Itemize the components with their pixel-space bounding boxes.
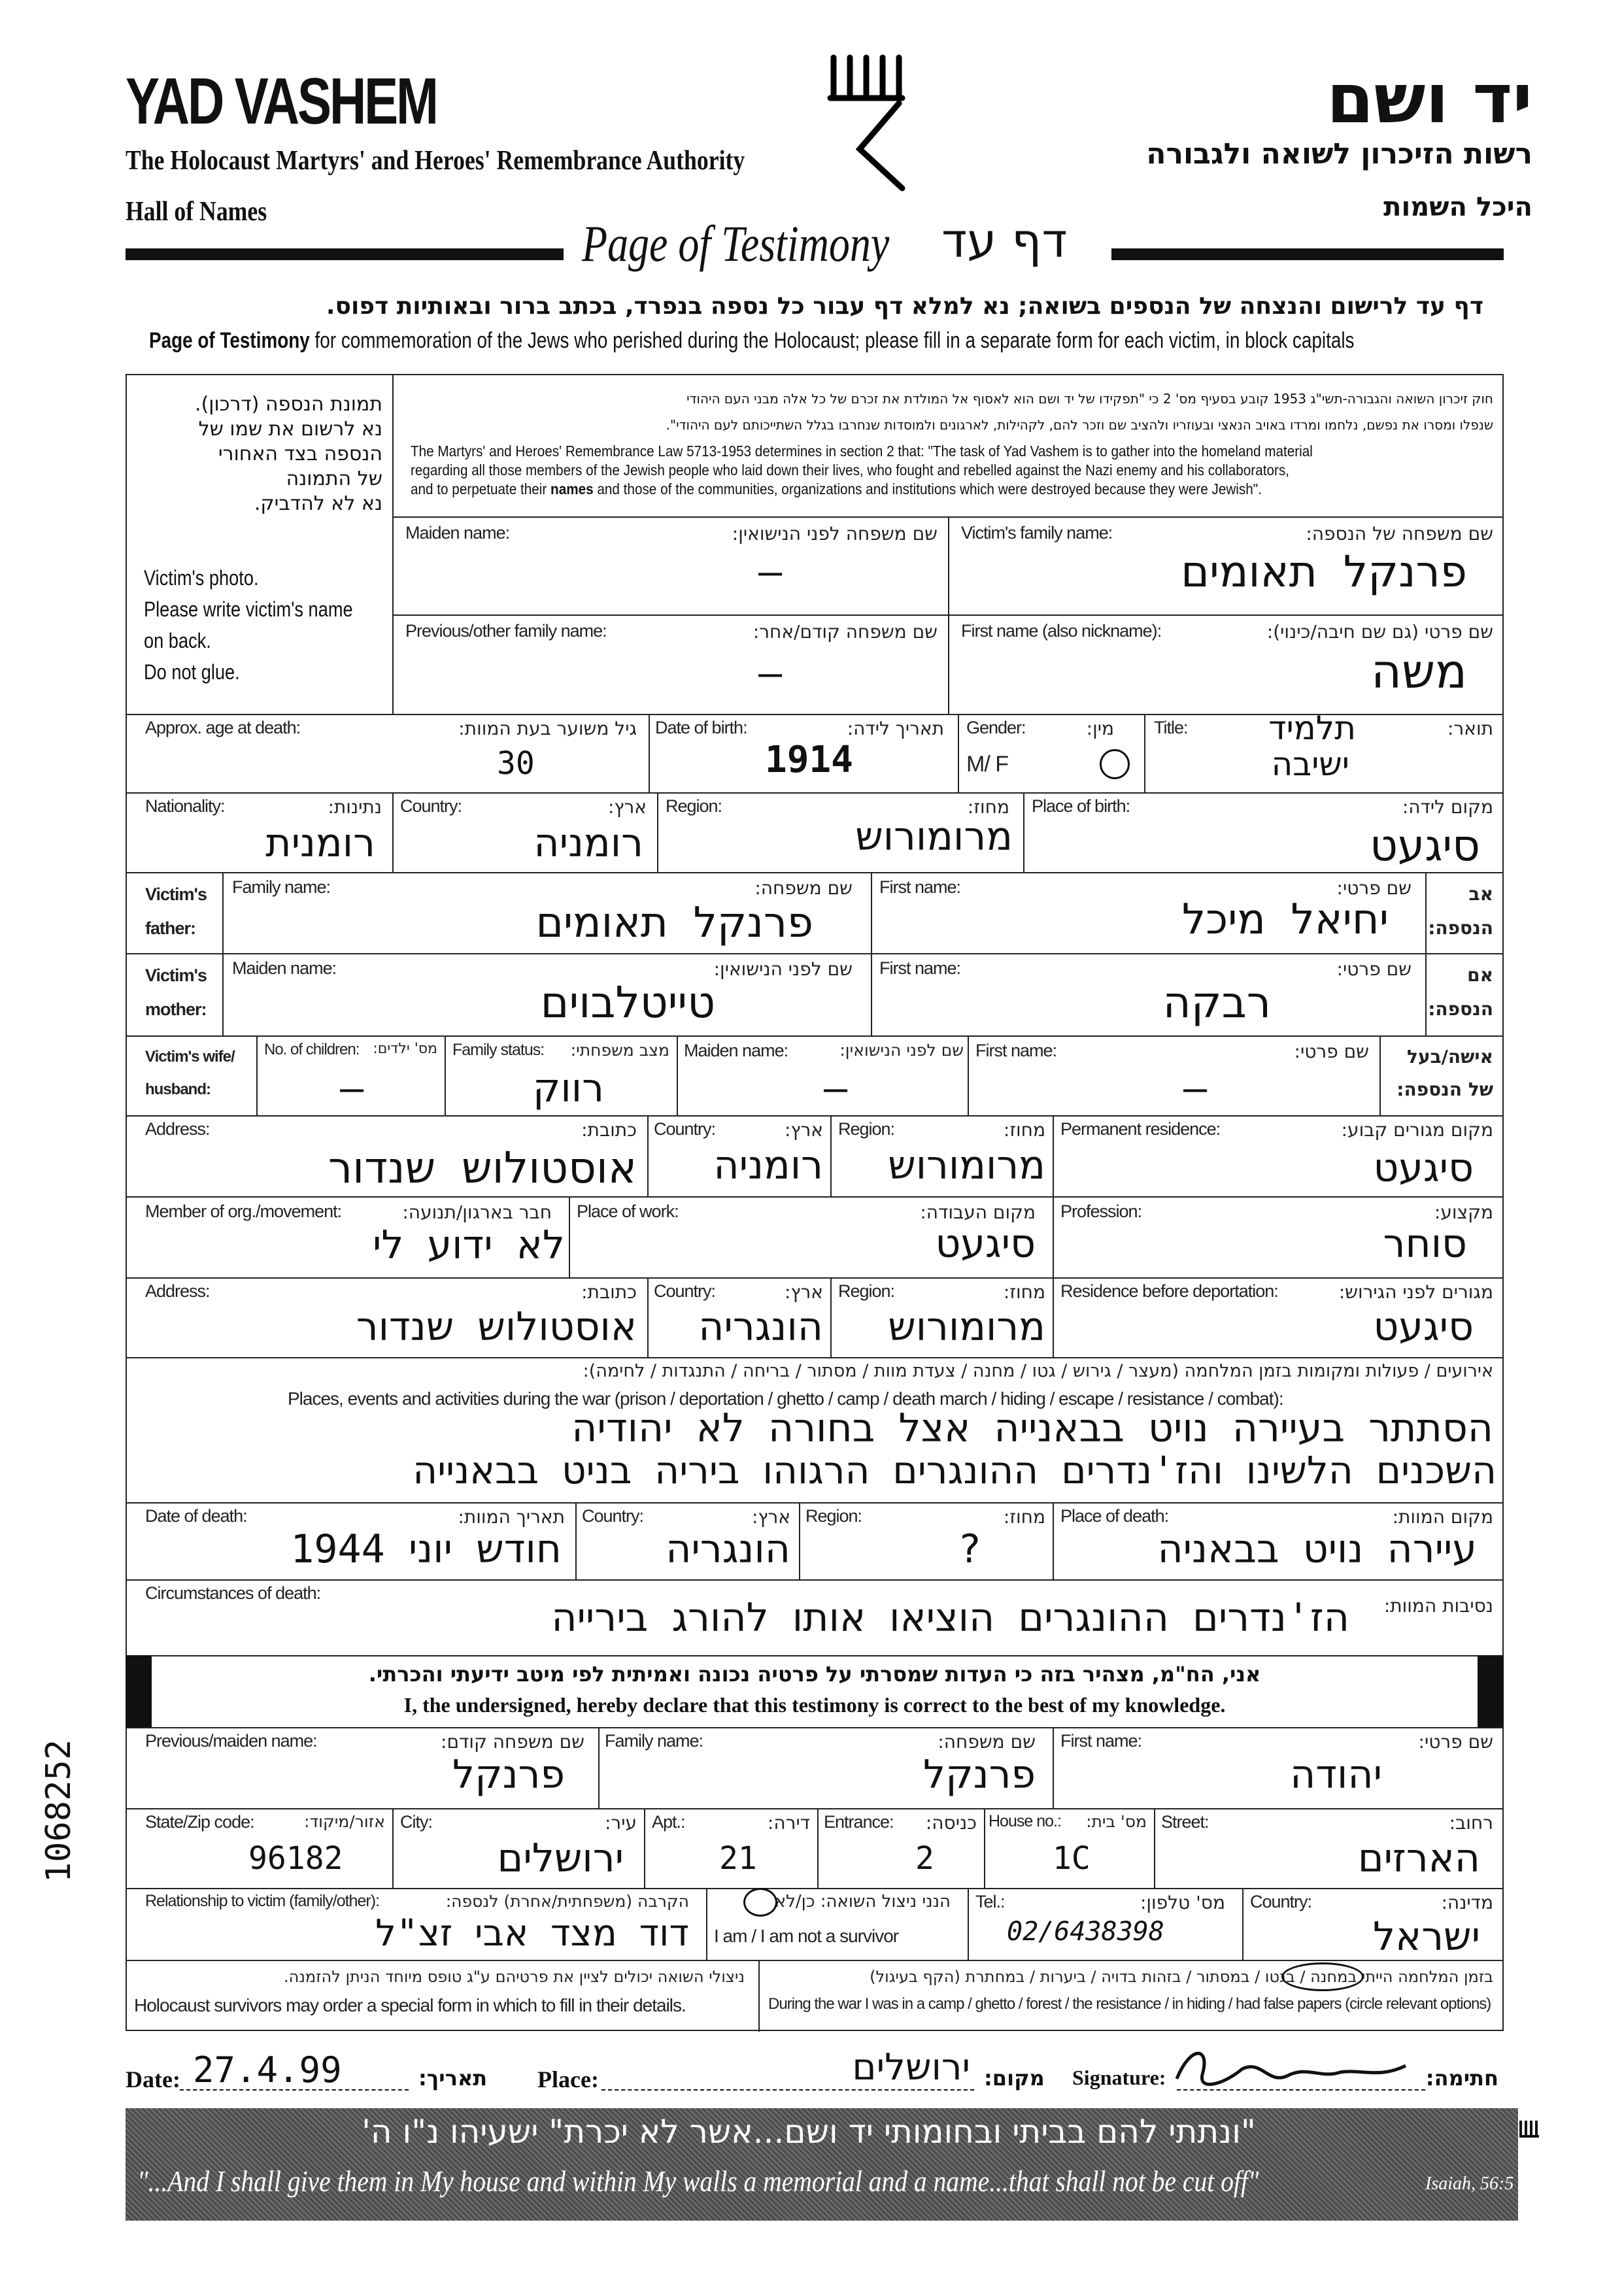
father-family-value[interactable]: פרנקל תאומים [535,899,813,947]
div-dod3 [1053,1502,1054,1579]
intro-en [149,328,1354,354]
div-dod2 [799,1502,800,1579]
div-gender [1144,714,1145,792]
rel-value[interactable]: דוד מצד אבי זצ"ל [375,1912,689,1955]
div-addr1 [647,1115,649,1196]
law-en [411,442,1313,499]
maiden-value[interactable]: — [758,549,783,595]
photo-he-2: נא לרשום את שמו של [198,418,382,441]
div-rel1 [706,1888,707,1960]
gender-label-he: מין: [1086,718,1114,739]
nationality-value[interactable]: רומנית [265,820,375,866]
prev-value[interactable]: — [758,650,783,696]
div-addr3 [1053,1115,1054,1196]
div-sp1 [256,1035,258,1115]
intro-he: דף עד לרישום והנצחה של הנספים בשואה; נא למלא דף עבור כל נספה בנפרד, בכתב ברור ובאותיות דפוס. [326,293,1483,320]
div-mem2 [1053,1196,1054,1277]
footer-quote-en: "...And I shall give them in My house and within My walls a memorial and a name...that shall not be cut off" [137,2164,1259,2198]
declaration-en: I, the undersigned, hereby declare that this testimony is correct to the best of my knowledge. [403,1693,1226,1717]
photo-divider [392,374,394,714]
rule-1334 [126,872,1504,873]
spouse-maiden-label-en: Maiden name: [684,1041,788,1060]
dod-region-value[interactable]: ? [958,1526,982,1572]
spouse-first-label-he: שם פרטי: [1294,1041,1369,1062]
city-label-en: City: [400,1812,432,1832]
profession-value[interactable]: סוחר [1383,1221,1467,1267]
org-name-he: יד ושם [1327,59,1532,139]
mother-label-he [1428,958,1493,1026]
div-sp2 [445,1035,446,1115]
dep-country-label-he: ארץ: [784,1281,823,1303]
place-label-he: מקום: [984,2066,1045,2091]
father-first-label-he: שם פרטי: [1336,877,1412,899]
form-note-he: ניצולי השואה יכולים לציין את פרטיהם ע"ג טופס מיוחד הניתן להזמנה. [284,1968,745,1986]
div-note [758,1960,760,2032]
tel-label-en: Tel.: [975,1892,1005,1911]
father-family-label-he: שם משפחה: [754,877,853,899]
rule-940 [392,614,1504,616]
sub-family-value[interactable]: פרנקל [922,1752,1036,1798]
spouse-first-label-en: First name: [975,1041,1057,1060]
perm-label-en: Permanent residence: [1060,1119,1221,1139]
dep-address-value[interactable]: אוסטולוש שנדור [356,1304,637,1350]
div-ctry [657,792,658,872]
father-en-1: Victim's [145,884,207,904]
footer-quote-ref: Isaiah, 56:5 [1425,2174,1514,2194]
mother-he-2: הנספה: [1428,998,1493,1020]
gender-circle-mark [1100,749,1130,779]
decl-bar-left [126,1655,152,1727]
intro-en-bold: Page of Testimony [149,328,310,353]
family-label-en: Victim's family name: [961,523,1113,543]
gender-options[interactable]: M/ F [966,752,1008,777]
dod-label-he: תאריך המוות: [458,1506,565,1528]
prev-label-he: שם משפחה קודם/אחר: [753,621,938,643]
footer-quote-he: "ונתתי להם בביתי ובחומותי יד ושם...אשר לא יכרת" ישעיהו נ"ו ה' [362,2113,1256,2151]
title-value-2[interactable]: ישיבה [1271,745,1349,783]
photo-en-3: on back. [144,629,211,652]
title-value-1[interactable]: תלמיד [1268,709,1356,747]
dod-country-label-he: ארץ: [751,1506,790,1528]
signature-label-en: Signature: [1072,2066,1166,2089]
small-logo-icon [1517,2118,1543,2144]
law-en-2: regarding all those members of the Jewish people who laid down their lives, who fought and rebelled against the Nazi enemy and his collaborators, [411,462,1289,479]
div-ad5 [1154,1808,1155,1888]
place-line [601,2089,974,2091]
house-value[interactable]: 1C [1053,1840,1091,1877]
place-value[interactable]: ירושלים [852,2046,970,2089]
dep-region-value[interactable]: מרומורוש [888,1304,1045,1350]
apt-value[interactable]: 21 [719,1840,757,1877]
addr-country-value[interactable]: רומניה [713,1143,823,1188]
sub-first-value[interactable]: יהודה [1290,1752,1382,1798]
children-value[interactable]: — [340,1066,364,1111]
rule-1954 [126,1277,1504,1279]
zip-label-he: אזור/מיקוד: [304,1812,385,1831]
authority-he: רשות הזיכרון לשואה ולגבורה [1146,137,1532,171]
zip-value[interactable]: 96182 [248,1840,343,1877]
rule-2642 [126,1727,1504,1728]
mother-first-label-en: First name: [879,958,961,978]
div-ad4 [984,1808,985,1888]
circ-value[interactable]: הז'נדרים ההונגרים הוציאו אותו להורג בירייה [551,1595,1349,1641]
mother-en-2: mother: [145,1000,207,1019]
family-value[interactable]: פרנקל תאומים [1181,546,1467,597]
age-value[interactable]: 30 [497,745,535,782]
pod-value[interactable]: עיירה נויט בבאניה [1157,1526,1477,1572]
country-label-he: ארץ: [607,796,647,818]
rule-2076 [126,1357,1504,1358]
entrance-label-en: Entrance: [824,1812,894,1832]
addr-region-label-en: Region: [838,1119,895,1139]
photo-en-4: Do not glue. [144,660,240,684]
circ-label-en: Circumstances of death: [145,1583,321,1603]
war-note-en: During the war I was in a camp / ghetto / forest / the resistance / in hiding / had false papers (circle relevant options) [768,1995,1491,2013]
city-label-he: עיר: [604,1812,637,1834]
sub-prev-label-he: שם משפחה קודם: [441,1731,584,1753]
rule-2416 [126,1579,1504,1581]
rule-2998 [126,1960,1504,1961]
law-he-2: שנפלו ומסרו את נפשם, נלחמו ומרדו באויב הנאצי ובעוזריו ולהציב שם וזכר להם, לקהילות, לארגונים ולמוסדות שנחרבו בגלל השתייכותם לעם היהודי". [666,417,1493,433]
war-note-he: בזמן המלחמה הייתי במחנה / בגטו / במסתור / בזהות בדויה / ביערות / במחתרת (הקף בעיגול) [870,1968,1493,1986]
mother-maiden-label-en: Maiden name: [232,958,337,978]
photo-he-5: נא לא להדביק. [254,492,382,515]
div-ad1 [392,1808,394,1888]
photo-he-4: של התמונה [286,467,382,490]
photo-he-3: הנספה בצד האחורי [218,443,382,465]
first-label-he: שם פרטי (גם שם חיבה/כינוי): [1266,621,1493,643]
age-label-he: גיל משוער בעת המוות: [458,718,637,739]
first-label-en: First name (also nickname): [961,621,1162,641]
addr-country-label-he: ארץ: [784,1119,823,1141]
mother-first-value[interactable]: רבקה [1162,977,1271,1028]
dod-country-label-en: Country: [582,1506,644,1526]
nationality-label-en: Nationality: [145,796,225,816]
sub-family-label-he: שם משפחה: [938,1731,1036,1753]
declaration-he: אני, הח"מ, מצהיר בזה כי העדות שמסרתי על פרטיה נכונה ואמיתית לפי מיטב ידיעתי והכרתי. [368,1662,1261,1687]
mother-first-label-he: שם פרטי: [1336,958,1412,980]
addr-region-value[interactable]: מרומורוש [888,1143,1045,1188]
children-label-en: No. of children: [264,1041,360,1058]
page-title-en: Page of Testimony [582,215,890,272]
dob-value[interactable]: 1914 [765,739,853,781]
div-addr2 [830,1115,832,1196]
events-label-en: Places, events and activities during the war (prison / deportation / ghetto / camp / death march / hiding / escape / resistance / combat): [288,1388,1283,1409]
apt-label-en: Apt.: [652,1812,685,1832]
work-label-en: Place of work: [577,1202,679,1221]
date-value[interactable]: 27.4.99 [193,2049,342,2091]
div-sp5 [1379,1035,1381,1115]
survivor-label-en[interactable]: I am / I am not a survivor [714,1926,899,1946]
sub-family-label-en: Family name: [605,1731,703,1751]
war-circle-mark [1281,1962,1364,1991]
dod-region-label-en: Region: [805,1506,862,1526]
spouse-he-1: אישה/בעל [1407,1046,1493,1067]
events-label-he: אירועים / פעולות ומקומות בזמן המלחמה (מעצר / גירוש / גטו / מחנה / צעדת מוות / מסתור / בריחה / התנגדות / לחימה): [583,1361,1493,1381]
addr-region-label-he: מחוז: [1003,1119,1045,1141]
rel-label-he: הקרבה (משפחתית/אחרת) לנספה: [445,1892,689,1911]
dep-address-label-he: כתובת: [581,1281,637,1303]
survivor-label-he[interactable]: הנני ניצול השואה: כן/לא [774,1892,951,1911]
div-age [649,714,650,792]
dep-country-value[interactable]: הונגריה [698,1304,823,1350]
authority-en: The Holocaust Martyrs' and Heroes' Remembrance Authority [126,146,745,176]
signature-label-he: חתימה: [1425,2066,1498,2091]
title-rule-left [126,248,564,260]
div-sp3 [677,1035,678,1115]
perm-value[interactable]: סיגעט [1373,1145,1474,1191]
yad-vashem-logo [820,51,912,195]
rule-1212 [126,792,1504,794]
work-label-he: מקום העבודה: [920,1202,1036,1223]
status-label-en: Family status: [452,1041,545,1059]
zip-label-en: State/Zip code: [145,1812,254,1832]
age-label-en: Approx. age at death: [145,718,301,737]
date-label-en: Date: [126,2066,180,2093]
law-en-3 [411,480,1313,499]
dob-label-he: תאריך לידה: [847,718,944,739]
title-label-he: תואר: [1447,718,1493,739]
place-label-en: Place: [537,2066,599,2093]
maiden-label-en: Maiden name: [405,523,510,543]
rel-label-en: Relationship to victim (family/other): [145,1892,379,1910]
first-value[interactable]: משה [1371,644,1467,699]
street-label-en: Street: [1161,1812,1209,1832]
sub-first-label-he: שם פרטי: [1418,1731,1493,1753]
dob-label-en: Date of birth: [655,718,747,737]
div-dod1 [575,1502,577,1579]
title-label-en: Title: [1154,718,1188,737]
resdep-value[interactable]: סיגעט [1373,1304,1474,1350]
rule-2888 [126,1888,1504,1889]
rule-1830 [126,1196,1504,1198]
spouse-label-he [1396,1041,1493,1106]
member-value[interactable]: לא ידוע לי [372,1222,565,1268]
tel-label-he: מס' טלפון: [1140,1892,1225,1913]
region-label-he: מחוז: [967,796,1009,818]
rule-2298 [126,1502,1504,1504]
pob-value[interactable]: סיגעט [1370,820,1480,871]
spouse-en-1: Victim's wife/ [145,1048,235,1066]
nationality-label-he: נתינות: [328,796,382,818]
rule-1458 [126,953,1504,954]
dod-country-value[interactable]: הונגריה [666,1526,790,1572]
events-line-2[interactable]: השכנים הלשינו והז'נדרים ההונגרים הרגוהו ביריה בניט בבאנייה [413,1448,1497,1492]
decl-bar-right [1478,1655,1504,1727]
resdep-label-he: מגורים לפני הגירוש: [1338,1281,1493,1303]
pod-label-en: Place of death: [1060,1506,1169,1526]
sub-prev-value[interactable]: פרנקל [452,1752,565,1798]
father-label-he [1428,877,1493,945]
mother-label-en [145,958,207,1026]
rule-1706 [126,1115,1504,1117]
rule-2766 [126,1808,1504,1809]
street-label-he: רחוב: [1449,1812,1493,1834]
signature-scribble [1170,2040,1419,2098]
survivor-circle-mark [743,1888,777,1917]
family-label-he: שם משפחה של הנספה: [1306,523,1493,545]
rule-2532 [126,1655,1504,1656]
profession-label-en: Profession: [1060,1202,1142,1221]
mother-maiden-value[interactable]: טייטלבוים [540,977,715,1028]
div-dob [958,714,959,792]
spouse-maiden-label-he: שם לפני הנישואין: [839,1041,964,1060]
children-label-he: מס' ילדים: [373,1041,437,1057]
photo-en-1: Victim's photo. [144,566,259,590]
father-label-en [145,877,207,945]
dep-region-label-he: מחוז: [1003,1281,1045,1303]
scountry-value[interactable]: ישראל [1372,1914,1480,1960]
div-rel2 [968,1888,969,1960]
apt-label-he: דירה: [767,1812,810,1834]
maiden-label-he: שם משפחה לפני הנישואין: [732,523,938,545]
mother-he-1: אם [1467,964,1493,986]
resdep-label-en: Residence before deportation: [1060,1281,1278,1301]
status-value[interactable]: רווק [532,1066,604,1111]
father-first-label-en: First name: [879,877,961,897]
archive-number: 1068252 [39,1739,78,1883]
gender-label-en: Gender: [966,718,1026,737]
law-en-3b: names [550,480,594,497]
div-dep3 [1053,1277,1054,1357]
sub-prev-label-en: Previous/maiden name: [145,1731,317,1751]
org-name-en: YAD VASHEM [126,65,437,138]
scountry-label-en: Country: [1250,1892,1312,1911]
mother-maiden-label-he: שם לפני הנישואין: [713,958,853,980]
photo-instr-en [144,562,353,688]
date-label-he: תאריך: [418,2066,488,2091]
law-en-3c: and those of the communities, organizations and institutions which were destroyed because they were Jewish". [593,480,1262,497]
prev-label-en: Previous/other family name: [405,621,607,641]
dod-value[interactable]: חודש יוני 1944 [290,1526,562,1572]
pob-label-he: מקום לידה: [1402,796,1493,818]
photo-he-1: תמונת הנספה (דרכון). [195,393,382,416]
dod-region-label-he: מחוז: [1003,1506,1045,1528]
law-en-3a: and to perpetuate their [411,480,551,497]
spouse-maiden-value[interactable]: — [824,1066,848,1111]
div-sub2 [1053,1727,1054,1808]
div-ad3 [817,1808,819,1888]
father-he-1: אב [1468,883,1493,905]
rule-1584 [126,1035,1504,1037]
div-sub1 [598,1727,600,1808]
dep-country-label-en: Country: [654,1281,716,1301]
law-en-1: The Martyrs' and Heroes' Remembrance Law 5713-1953 determines in section 2 that: "The task of Yad Vashem is to gather into the homeland material [411,443,1313,460]
entrance-value[interactable]: 2 [915,1840,934,1877]
entrance-label-he: כניסה: [925,1812,977,1834]
dep-region-label-en: Region: [838,1281,895,1301]
hall-en: Hall of Names [126,197,267,227]
div-dep2 [830,1277,832,1357]
div-rel3 [1242,1888,1243,1960]
form-note-en: Holocaust survivors may order a special form in which to fill in their details. [134,1995,686,2015]
father-he-2: הנספה: [1428,917,1493,939]
region-value[interactable]: מרומורוש [855,814,1013,860]
intro-en-text: for commemoration of the Jews who perished during the Holocaust; please fill in a separate form for each victim, in block capitals [309,328,1355,353]
street-value[interactable]: הארזים [1357,1836,1480,1881]
title-rule-right [1111,248,1504,260]
div-dep1 [647,1277,649,1357]
father-family-label-en: Family name: [232,877,331,897]
div-reg [1023,792,1024,872]
events-line-1[interactable]: הסתתר בעיירה נויט בבאנייה אצל בחורה לא יהודיה [571,1405,1493,1451]
addr-country-label-en: Country: [654,1119,716,1139]
status-label-he: מצב משפחתי: [570,1041,669,1060]
city-value[interactable]: ירושלים [497,1836,624,1881]
profession-label-he: מקצוע: [1434,1202,1493,1223]
country-value[interactable]: רומניה [533,820,643,866]
region-label-en: Region: [666,796,722,816]
div-nat [392,792,394,872]
address-label-en: Address: [145,1119,210,1139]
dod-label-en: Date of death: [145,1506,247,1526]
div-ad2 [644,1808,645,1888]
country-label-en: Country: [400,796,462,816]
photo-instr-he [141,392,382,516]
pob-label-en: Place of birth: [1032,796,1130,816]
address-label-he: כתובת: [581,1119,637,1141]
perm-label-he: מקום מגורים קבוע: [1341,1119,1493,1141]
spouse-first-value[interactable]: — [1183,1066,1208,1111]
house-label-en: House no.: [989,1812,1061,1830]
circ-label-he: נסיבות המוות: [1383,1595,1493,1617]
member-label-he: חבר בארגון/תנועה: [402,1202,552,1223]
pod-label-he: מקום המוות: [1392,1506,1493,1528]
spouse-en-2: husband: [145,1081,211,1098]
work-value[interactable]: סיגעט [935,1221,1036,1267]
mother-en-1: Victim's [145,966,207,985]
photo-en-2: Please write victim's name [144,597,353,621]
hall-he: היכל השמות [1383,192,1532,222]
div-sp4 [968,1035,969,1115]
scountry-label-he: מדינה: [1441,1892,1493,1913]
father-en-2: father: [145,918,196,938]
dep-address-label-en: Address: [145,1281,210,1301]
tel-value[interactable]: 02/6438398 [1007,1917,1164,1947]
father-first-value[interactable]: יחיאל מיכל [1181,896,1389,944]
member-label-en: Member of org./movement: [145,1202,342,1221]
sub-first-label-en: First name: [1060,1731,1142,1751]
law-he-1: חוק זיכרון השואה והגבורה-תשי"ג 1953 קובע בסעיף מס' 2 כי "תפקידו של יד ושם הוא לאסוף אל המולדת את זכרם של כל אלה מבני העם היהודי [686,391,1493,407]
div-mem1 [569,1196,570,1277]
page-title-he: דף עד [941,213,1068,268]
house-label-he: מס' בית: [1086,1812,1147,1831]
address-value[interactable]: אוסטולוש שנדור [328,1143,637,1193]
spouse-label-en [145,1041,235,1106]
spouse-he-2: של הנספה: [1396,1079,1493,1100]
